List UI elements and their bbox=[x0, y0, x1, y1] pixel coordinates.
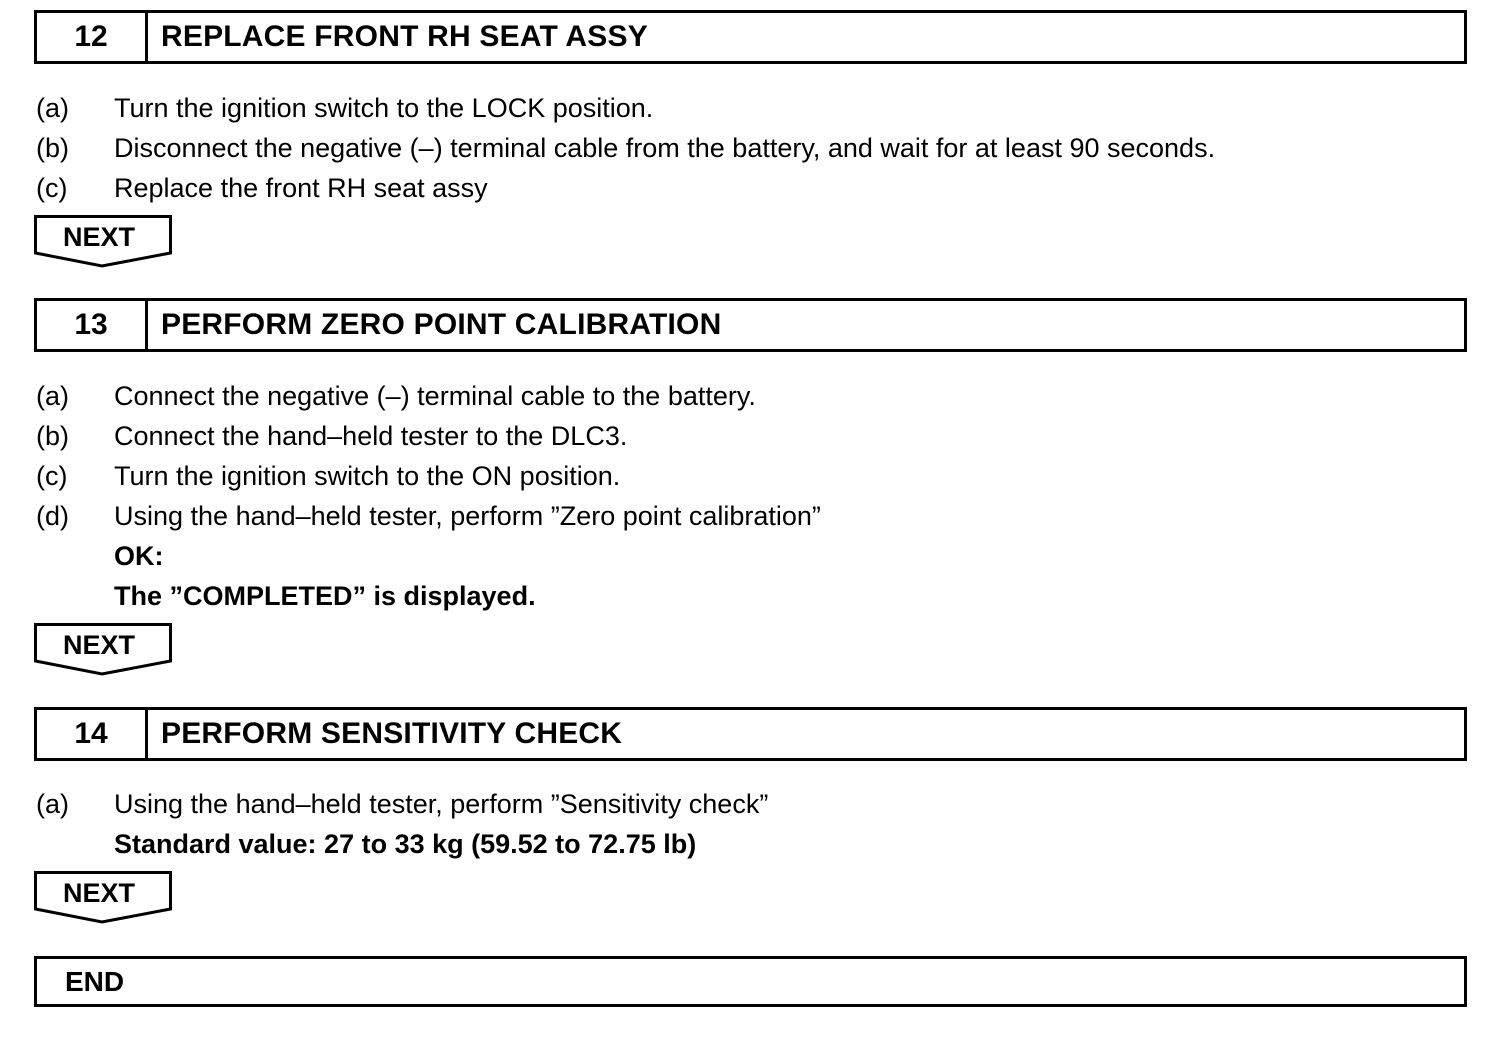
item-letter: (b) bbox=[36, 420, 69, 451]
item-letter: (d) bbox=[36, 500, 69, 531]
step-number: 14 bbox=[37, 710, 148, 758]
item-letter: (c) bbox=[36, 172, 68, 203]
step-number: 13 bbox=[37, 301, 148, 349]
step-title: PERFORM SENSITIVITY CHECK bbox=[161, 717, 623, 750]
item-text: Replace the front RH seat assy bbox=[114, 172, 488, 203]
next-button[interactable] bbox=[34, 623, 172, 677]
item-letter: (a) bbox=[36, 380, 69, 411]
item-text: Turn the ignition switch to the ON position. bbox=[114, 460, 621, 491]
step-12-item-b bbox=[36, 128, 1215, 168]
item-text: Turn the ignition switch to the LOCK position. bbox=[114, 92, 654, 123]
step-13-item-c bbox=[36, 456, 620, 496]
item-letter: (a) bbox=[36, 92, 69, 123]
step-14-header bbox=[34, 707, 1467, 761]
item-text: Using the hand–held tester, perform ”Sensitivity check” bbox=[114, 788, 769, 819]
next-button[interactable] bbox=[34, 215, 172, 269]
step-12-item-c bbox=[36, 168, 488, 208]
step-12-item-a bbox=[36, 88, 653, 128]
item-text: Disconnect the negative (–) terminal cable from the battery, and wait for at least 90 seconds. bbox=[114, 132, 1216, 163]
step-number: 12 bbox=[37, 13, 148, 61]
step-14-item-a bbox=[36, 784, 768, 824]
next-label: NEXT bbox=[62, 630, 135, 660]
item-text: Connect the hand–held tester to the DLC3. bbox=[114, 420, 628, 451]
standard-value: Standard value: 27 to 33 kg (59.52 to 72.75 lb) bbox=[114, 828, 697, 859]
step-title: REPLACE FRONT RH SEAT ASSY bbox=[161, 20, 648, 53]
step-12-header bbox=[34, 10, 1467, 64]
item-letter: (c) bbox=[36, 460, 68, 491]
ok-label: OK: bbox=[114, 540, 164, 571]
step-title: PERFORM ZERO POINT CALIBRATION bbox=[161, 308, 722, 341]
end-label: END bbox=[65, 965, 125, 997]
step-13-header bbox=[34, 298, 1467, 352]
next-label: NEXT bbox=[62, 222, 135, 252]
next-button[interactable] bbox=[34, 871, 172, 925]
step-13-item-b bbox=[36, 416, 627, 456]
item-letter: (a) bbox=[36, 788, 69, 819]
item-text: Using the hand–held tester, perform ”Zero point calibration” bbox=[114, 500, 821, 531]
item-text: Connect the negative (–) terminal cable to the battery. bbox=[114, 380, 756, 411]
step-13-item-d bbox=[36, 496, 821, 536]
next-label: NEXT bbox=[62, 878, 135, 908]
item-letter: (b) bbox=[36, 132, 69, 163]
ok-text: The ”COMPLETED” is displayed. bbox=[114, 580, 536, 611]
step-13-item-a bbox=[36, 376, 756, 416]
end-box bbox=[34, 956, 1467, 1007]
